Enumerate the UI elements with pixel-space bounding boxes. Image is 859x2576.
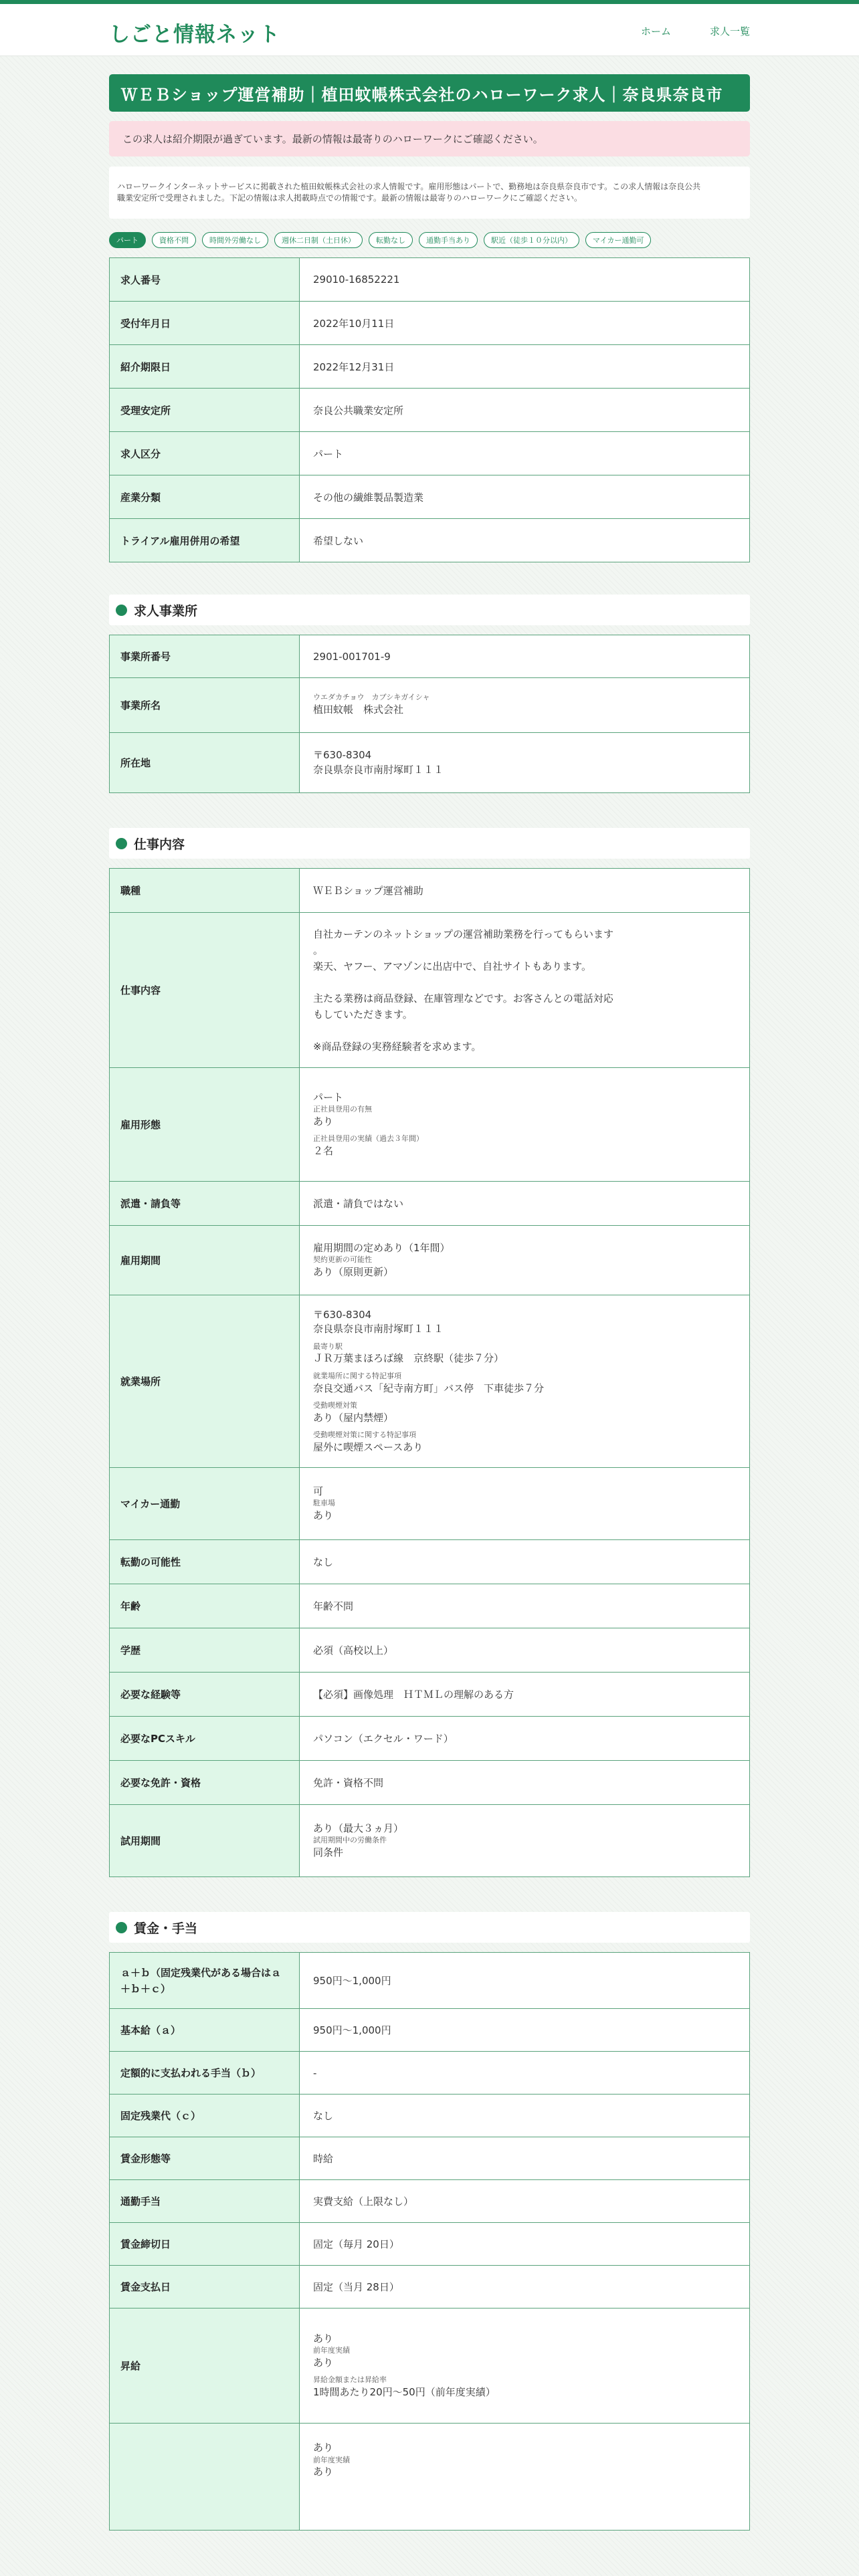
feature-tags	[109, 232, 750, 248]
table-row	[110, 1068, 750, 1182]
table-row	[110, 2424, 750, 2531]
sub-label: 契約更新の可能性	[313, 1255, 372, 1265]
table-row	[110, 389, 750, 432]
row-value: 固定（毎月 20日）	[300, 2223, 750, 2266]
sub-label: 正社員登用の有無	[313, 1105, 372, 1114]
nav-link-job-list[interactable]: 求人一覧	[709, 25, 750, 37]
sub-value: 屋外に喫煙スペースあり	[313, 1440, 423, 1453]
sub-value: ＪＲ万葉まほろば線 京終駅（徒歩７分）	[313, 1352, 504, 1365]
table-row	[110, 519, 750, 562]
row-value	[300, 1068, 750, 1182]
table-row	[110, 1717, 750, 1761]
sub-value: あり	[313, 1509, 334, 1521]
intro-text	[109, 167, 750, 219]
employment-period: 雇用期間の定めあり（1年間）	[313, 1241, 450, 1254]
row-value: ＷＥＢショップ運営補助	[300, 869, 750, 913]
table-row	[110, 1953, 750, 2009]
section-job-heading	[109, 828, 750, 859]
table-row	[110, 2009, 750, 2052]
tag-part-time: パート	[109, 232, 146, 248]
address: 奈良県奈良市南肘塚町１１１	[313, 763, 444, 776]
intro-line: 職業安定所で受理されました。下記の情報は求人掲載時点での情報です。最新の情報は最寄りのハローワークにご確認ください。	[117, 193, 583, 203]
table-row	[110, 432, 750, 475]
row-value	[300, 733, 750, 793]
trial-period: あり（最大３ヵ月）	[313, 1822, 404, 1834]
content-line: 。	[313, 944, 324, 956]
bonus-value: あり	[313, 2442, 334, 2454]
company-name-kana: ウエダカチョウ カブシキガイシャ	[313, 693, 430, 702]
row-value	[300, 913, 750, 1068]
row-value: 年齢不問	[300, 1584, 750, 1628]
intro-line: ハローワークインターネットサービスに掲載された植田蚊帳株式会社の求人情報です。雇用形態はパートで、勤務地は奈良県奈良市です。この求人情報は奈良公共	[117, 182, 701, 191]
sub-label: 受動喫煙対策に関する特記事項	[313, 1430, 416, 1440]
table-row	[110, 1468, 750, 1540]
row-label: 就業場所	[110, 1295, 300, 1468]
tag-car-commute: マイカー通勤可	[585, 232, 651, 248]
sub-value: あり（原則更新）	[313, 1265, 394, 1278]
row-label: 昇給	[110, 2309, 300, 2424]
table-row	[110, 302, 750, 345]
row-label: 派遣・請負等	[110, 1182, 300, 1226]
sub-value: あり	[313, 2356, 334, 2369]
section-bullet-icon	[116, 838, 127, 849]
row-value: 実費支給（上限なし）	[300, 2180, 750, 2223]
content-line	[313, 974, 749, 990]
row-value: 固定（当月 28日）	[300, 2266, 750, 2309]
row-value: 2022年10月11日	[300, 302, 750, 345]
section-title: 仕事内容	[134, 837, 185, 852]
table-row	[110, 2180, 750, 2223]
row-label: 仕事内容	[110, 913, 300, 1068]
row-value: 2901-001701-9	[300, 635, 750, 678]
sub-value: あり	[313, 2466, 334, 2478]
table-row	[110, 1584, 750, 1628]
row-value: 奈良公共職業安定所	[300, 389, 750, 432]
row-label: 試用期間	[110, 1805, 300, 1877]
table-row	[110, 345, 750, 389]
sub-value: 奈良交通バス「紀寺南方町」バス停 下車徒歩７分	[313, 1382, 545, 1394]
sub-label: 受動喫煙対策	[313, 1401, 357, 1410]
section-wage-heading	[109, 1912, 750, 1943]
table-row	[110, 258, 750, 302]
table-row	[110, 2223, 750, 2266]
row-label: 所在地	[110, 733, 300, 793]
row-label: 基本給（ａ）	[110, 2009, 300, 2052]
section-office-heading	[109, 595, 750, 625]
sub-label: 前年度実績	[313, 2346, 350, 2355]
row-value	[300, 1805, 750, 1877]
sub-value: 同条件	[313, 1846, 344, 1858]
content-line: 自社カーテンのネットショップの運営補助業務を行ってもらいます	[313, 928, 613, 940]
office-table	[109, 635, 750, 793]
row-label: 産業分類	[110, 475, 300, 519]
row-label: 職種	[110, 869, 300, 913]
postal-code: 〒630-8304	[313, 1308, 372, 1321]
row-value: 950円〜1,000円	[300, 1953, 750, 2009]
row-label: 年齢	[110, 1584, 300, 1628]
table-row	[110, 1805, 750, 1877]
row-label: 定額的に支払われる手当（ｂ）	[110, 2052, 300, 2095]
postal-code: 〒630-8304	[313, 748, 372, 761]
row-label: 必要なPCスキル	[110, 1717, 300, 1761]
row-value: 29010-16852221	[300, 258, 750, 302]
row-value: その他の繊維製品製造業	[300, 475, 750, 519]
table-row	[110, 1540, 750, 1584]
job-table	[109, 868, 750, 1877]
row-label: 求人番号	[110, 258, 300, 302]
table-row	[110, 1673, 750, 1717]
row-label: 賃金支払日	[110, 2266, 300, 2309]
raise-value: あり	[313, 2332, 334, 2345]
page-title: ＷＥＢショップ運営補助｜植田蚊帳株式会社のハローワーク求人｜奈良県奈良市	[109, 74, 750, 112]
row-value	[300, 1226, 750, 1295]
row-value	[300, 2424, 750, 2531]
row-label: トライアル雇用併用の希望	[110, 519, 300, 562]
row-label: 通勤手当	[110, 2180, 300, 2223]
section-bullet-icon	[116, 605, 127, 616]
main-content	[109, 56, 750, 2531]
tag-weekends-off: 週休二日制（土日休）	[274, 232, 363, 248]
row-label: 受理安定所	[110, 389, 300, 432]
row-label: 賃金形態等	[110, 2137, 300, 2180]
content-line: 主たる業務は商品登録、在庫管理などです。お客さんとの電話対応	[313, 992, 613, 1004]
section-title: 求人事業所	[134, 603, 198, 619]
section-title: 賃金・手当	[134, 1921, 198, 1936]
table-row	[110, 913, 750, 1068]
sub-label: 駐車場	[313, 1499, 335, 1508]
table-row	[110, 2052, 750, 2095]
sub-label: 前年度実績	[313, 2455, 350, 2464]
table-row	[110, 1295, 750, 1468]
table-row	[110, 678, 750, 733]
table-row	[110, 635, 750, 678]
site-logo[interactable]: しごと情報ネット	[109, 23, 280, 47]
row-label: 雇用期間	[110, 1226, 300, 1295]
content-line	[313, 1023, 749, 1039]
tag-no-transfer: 転勤なし	[369, 232, 413, 248]
content-line: 楽天、ヤフー、アマゾンに出店中で、自社サイトもあります。	[313, 960, 591, 972]
tag-commute-allowance: 通勤手当あり	[419, 232, 478, 248]
sub-label: 昇給金額または昇給率	[313, 2375, 387, 2385]
row-value: なし	[300, 1540, 750, 1584]
row-value: 免許・資格不問	[300, 1761, 750, 1805]
row-value	[300, 2309, 750, 2424]
address: 奈良県奈良市南肘塚町１１１	[313, 1323, 444, 1335]
row-value: なし	[300, 2095, 750, 2137]
sub-label: 就業場所に関する特記事項	[313, 1372, 401, 1381]
row-label: 求人区分	[110, 432, 300, 475]
table-row	[110, 2266, 750, 2309]
row-value	[300, 1295, 750, 1468]
table-row	[110, 1628, 750, 1673]
company-name: 植田蚊帳 株式会社	[313, 703, 404, 716]
sub-label: 試用期間中の労働条件	[313, 1836, 387, 1845]
row-label: ａ＋ｂ（固定残業代がある場合はａ＋ｂ＋ｃ）	[110, 1953, 300, 2009]
tag-no-overtime: 時間外労働なし	[202, 232, 268, 248]
row-label	[110, 2424, 300, 2531]
row-label: 学歴	[110, 1628, 300, 1673]
sub-value: ２名	[313, 1144, 334, 1157]
table-row	[110, 2095, 750, 2137]
row-value: 2022年12月31日	[300, 345, 750, 389]
row-label: 事業所番号	[110, 635, 300, 678]
table-row	[110, 869, 750, 913]
table-row	[110, 733, 750, 793]
row-value	[300, 678, 750, 733]
row-label: 受付年月日	[110, 302, 300, 345]
row-label: 必要な経験等	[110, 1673, 300, 1717]
row-value: パソコン（エクセル・ワード）	[300, 1717, 750, 1761]
row-value: 【必須】画像処理 ＨＴＭＬの理解のある方	[300, 1673, 750, 1717]
content-line: ※商品登録の実務経験者を求めます。	[313, 1040, 482, 1053]
row-label: 固定残業代（ｃ）	[110, 2095, 300, 2137]
row-value: 派遣・請負ではない	[300, 1182, 750, 1226]
section-bullet-icon	[116, 1922, 127, 1933]
car-commute: 可	[313, 1485, 324, 1497]
site-header	[0, 4, 859, 56]
tag-near-station: 駅近（徒歩１０分以内）	[484, 232, 579, 248]
sub-label: 正社員登用の実績（過去３年間）	[313, 1134, 423, 1144]
row-value	[300, 1468, 750, 1540]
row-label: 賃金締切日	[110, 2223, 300, 2266]
sub-value: 1時間あたり20円〜50円（前年度実績）	[313, 2385, 496, 2398]
sub-value: あり（屋内禁煙）	[313, 1411, 394, 1424]
content-line: もしていただきます。	[313, 1008, 413, 1021]
table-row	[110, 2309, 750, 2424]
basic-info-table	[109, 257, 750, 562]
row-value: 必須（高校以上）	[300, 1628, 750, 1673]
wage-table	[109, 1952, 750, 2531]
sub-value: あり	[313, 1115, 334, 1128]
tag-no-qualification: 資格不問	[152, 232, 196, 248]
table-row	[110, 475, 750, 519]
sub-label: 最寄り駅	[313, 1342, 343, 1352]
row-label: 雇用形態	[110, 1068, 300, 1182]
row-label: 必要な免許・資格	[110, 1761, 300, 1805]
row-value: パート	[300, 432, 750, 475]
nav-link-home[interactable]: ホーム	[640, 25, 671, 37]
expired-notice: この求人は紹介期限が過ぎています。最新の情報は最寄りのハローワークにご確認ください。	[109, 121, 750, 156]
row-label: 事業所名	[110, 678, 300, 733]
row-label: 紹介期限日	[110, 345, 300, 389]
employment-type: パート	[313, 1091, 344, 1103]
table-row	[110, 1226, 750, 1295]
table-row	[110, 1182, 750, 1226]
row-label: 転勤の可能性	[110, 1540, 300, 1584]
row-value: 950円〜1,000円	[300, 2009, 750, 2052]
row-value: -	[300, 2052, 750, 2095]
main-nav	[602, 24, 750, 38]
row-value: 希望しない	[300, 519, 750, 562]
table-row	[110, 2137, 750, 2180]
row-label: マイカー通勤	[110, 1468, 300, 1540]
row-value: 時給	[300, 2137, 750, 2180]
table-row	[110, 1761, 750, 1805]
